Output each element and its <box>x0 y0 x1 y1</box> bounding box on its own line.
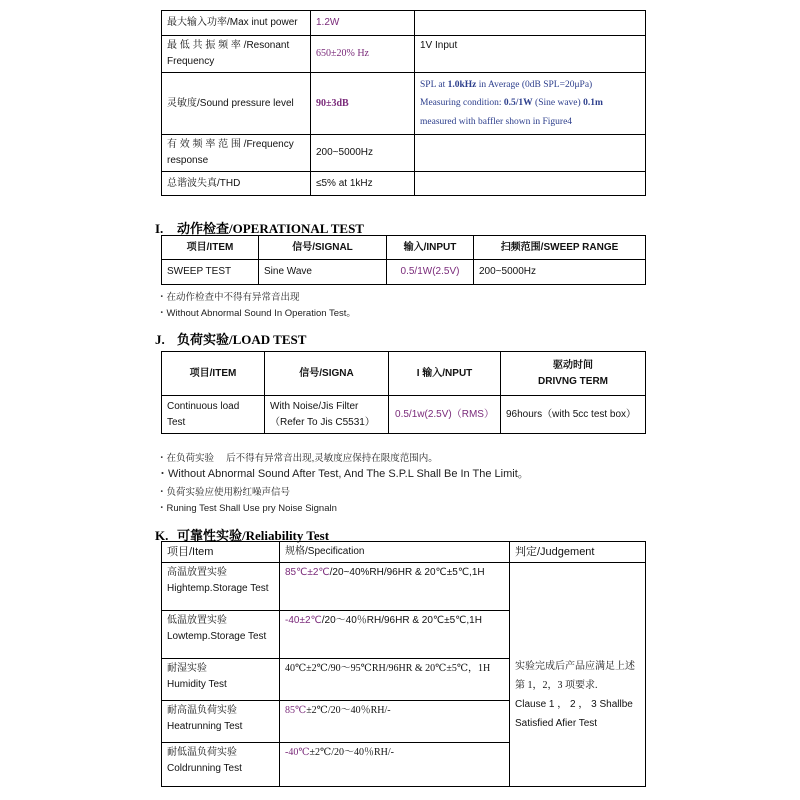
note: ・Without Abnormal Sound After Test, And The S.P.L Shall Be In The Limit。 <box>157 468 529 480</box>
table-cell: 200~5000Hz <box>474 260 646 285</box>
test-spec: 85℃±2℃/20~40%RH/96HR & 20℃±5℃,1H <box>280 563 510 611</box>
table-cell: Continuous load Test <box>162 396 265 434</box>
col-header: I 输入/NPUT <box>389 352 501 396</box>
table-cell: SWEEP TEST <box>162 260 259 285</box>
spec-label: 最大输入功率/Max inut power <box>162 11 311 36</box>
spec-note <box>415 11 646 36</box>
col-header: 扫频范围/SWEEP RANGE <box>474 236 646 260</box>
table-cell: Sine Wave <box>259 260 387 285</box>
note: ・Without Abnormal Sound In Operation Test。 <box>157 308 356 319</box>
col-header: 信号/SIGNAL <box>259 236 387 260</box>
judgement: 实验完成后产品应满足上述 第 1，2，3 项要求. Clause 1 ， 2 ， 3 Shallbe Satisfied Afier Test <box>510 563 646 787</box>
test-item: 耐低温负荷实验 Coldrunning Test <box>162 743 280 787</box>
test-item: 耐湿实验 Humidity Test <box>162 659 280 701</box>
col-header: 项目/ITEM <box>162 352 265 396</box>
section-j-title: J. 负荷实验/LOAD TEST <box>155 332 307 347</box>
spec-value: 1.2W <box>311 11 415 36</box>
col-header: 规格/Specification <box>280 542 510 563</box>
test-item: 低温放置实验 Lowtemp.Storage Test <box>162 611 280 659</box>
note: ・在负荷实验 后不得有异常音出现,灵敏度应保持在限度范围内。 <box>157 453 438 464</box>
section-i-title: I. 动作检查/OPERATIONAL TEST <box>155 221 364 236</box>
spec-table <box>161 10 646 196</box>
test-spec: -40℃±2℃/20～40％RH/- <box>280 743 510 787</box>
spec-note <box>415 135 646 172</box>
section-k-title: K. 可靠性实验/Reliability Test <box>155 528 330 543</box>
spec-label: 总谐波失真/THD <box>162 172 311 196</box>
col-header: 驱动时间 DRIVNG TERM <box>501 352 646 396</box>
note: ・Runing Test Shall Use pry Noise Signaln <box>157 503 337 514</box>
col-header: 项目/ITEM <box>162 236 259 260</box>
test-spec: 85℃±2℃/20～40％RH/- <box>280 701 510 743</box>
test-item: 耐高温负荷实验 Heatrunning Test <box>162 701 280 743</box>
note: ・在动作检查中不得有异常音出现 <box>157 292 300 303</box>
spec-value: 90±3dB <box>311 73 415 135</box>
load-test-table <box>161 351 646 434</box>
spec-label: 灵敏度/Sound pressure level <box>162 73 311 135</box>
spec-label: 最 低 共 振 频 率 /Resonant Frequency <box>162 36 311 73</box>
col-header: 项目/Item <box>162 542 280 563</box>
spec-value: ≤5% at 1kHz <box>311 172 415 196</box>
spec-label: 有 效 频 率 范 围 /Frequency response <box>162 135 311 172</box>
table-cell: 0.5/1W(2.5V) <box>387 260 474 285</box>
test-spec: -40±2℃/20～40％RH/96HR & 20℃±5℃,1H <box>280 611 510 659</box>
table-cell: 96hours（with 5cc test box） <box>501 396 646 434</box>
spl-note: SPL at 1.0kHz in Average (0dB SPL=20μPa) Measuring condition: 0.5/1W (Sine wave) 0.1m measured with baffler shown in Figure4 <box>415 73 646 135</box>
spec-note: 1V Input <box>415 36 646 73</box>
spec-value: 650±20% Hz <box>311 36 415 73</box>
col-header: 信号/SIGNA <box>265 352 389 396</box>
table-cell: 0.5/1w(2.5V)（RMS） <box>389 396 501 434</box>
spec-note <box>415 172 646 196</box>
operational-test-table <box>161 235 646 285</box>
col-header: 判定/Judgement <box>510 542 646 563</box>
test-spec: 40℃±2℃/90～95℃RH/96HR & 20℃±5℃，1H <box>280 659 510 701</box>
col-header: 输入/INPUT <box>387 236 474 260</box>
spec-value: 200~5000Hz <box>311 135 415 172</box>
reliability-test-table <box>161 541 646 787</box>
note: ・负荷实验应使用粉红噪声信号 <box>157 487 291 498</box>
test-item: 高温放置实验 Hightemp.Storage Test <box>162 563 280 611</box>
table-cell: With Noise/Jis Filter （Refer To Jis C5531） <box>265 396 389 434</box>
